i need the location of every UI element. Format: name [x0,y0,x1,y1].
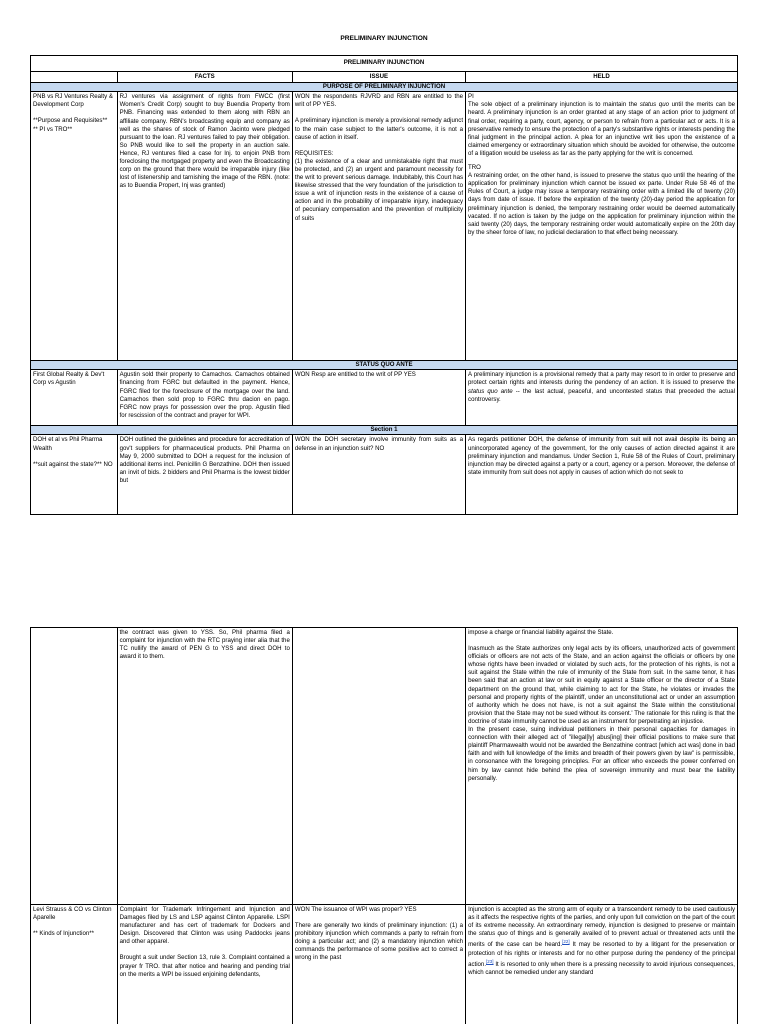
held-cell [466,905,738,1024]
digest-table-part2 [30,627,738,1024]
case-name-cell [31,628,118,905]
held-text: In the present case, suing individual petitioners in their personal capacities for damages in connection with their alleged act of "illegal[ly] abus[ing] their official positions to make sure that plaintiff Pharmawealth would not be awarded the Benzathine contract [which act was] done in bad faith and with full knowledge of the limits and breadth of their powers given by law" is permissible, in consonance with the foregoing principles. For an officer who exceeds the power conferred on him by law cannot hide behind the plea of sovereign immunity and must bear the liability personally. [468,726,735,782]
held-text: Injunction is accepted as the strong arm of equity or a transcendent remedy to be used cautiously as it affects the respective rights of the parties, and only upon full conviction on the part of the court of its extreme necessity. An extraordinary remedy, injunction is designed to preserve or maintain the status quo of things and is generally availed of to prevent actual or threatened acts until the merits of the case can be heard.[22] It may be resorted to by a litigant for the preservation or protection of his rights or interests and for no other purpose during the pendency of the principal action.[23] It is resorted to only when there is a pressing necessity to avoid injurious consequences, which cannot be remedied under any standard [468,906,735,976]
requisites-label: REQUISITES: [294,149,334,157]
case-name: Levi Strauss & CO vs Clinton Aparelle [33,906,112,922]
case-tag: **Purpose and Requisites** [33,117,108,125]
case-name: First Global Realty & Dev't Corp vs Agustin [33,371,105,387]
issue-text: WON The issuance of WPI was proper? YES [294,906,417,913]
section-heading: STATUS QUO ANTE [31,361,738,370]
held-text: The sole object of a preliminary injunction is to maintain the status quo until the merits can be heard. A preliminary injunction is an order granted at any stage of an action prior to judgment of final order, requiring a party, court, agency, or person to refrain from a particular act or acts. It is a preservative remedy to ensure the protection of a party's substantive rights or interests pending the final judgment in the principal action. A plea for an injunctive writ lies upon the existence of a claimed emergency or extraordinary situation which should be avoided for otherwise, the outcome of a litigation would be useless as far as the party applying for the writ is concerned. [468,101,735,157]
case-name: DOH et al vs Phil Pharma Wealth [33,436,103,452]
issue-text: WON the DOH secretary involve immunity from suits as a defense in an injunction suit? NO [294,436,464,452]
issue-cell [292,435,465,515]
held-cell [466,370,738,426]
issue-text: WON Resp are entitled to the writ of PP YES [294,371,416,379]
requisites-text: (1) the existence of a clear and unmistakable right that must be protected, and (2) an urgent and paramount necessity for the writ to prevent serious damage. Indubitably, this Court has likewise stressed that the very foundation of the jurisdiction to issue a writ of injunction rests in the existence of a cause of action and in the probability of irreparable injury, inadequacy of pecuniary compensation and the prevention of multiplicity of suits [294,157,464,222]
held-text: As regards petitioner DOH, the defense of immunity from suit will not avail despite its being an unincorporated agency of the government, for the only causes of action directed against it are preliminary injunction and mandamus. Under Section 1, Rule 58 of the Rules of Court, preliminary injunction may be directed against a party or a court, agency or a person. Moreover, the defense of state immunity from suit does not apply in causes of action which do not seek to [468,436,735,476]
facts-text: DOH outlined the guidelines and procedure for accreditation of gov't suppliers for pharmaceutical products. Phil Pharma on May 9, 2000 submitted to DOH a request for the inclusion of additional items incl. Penicillin G Benzathine. DOH then issued an invit of bids. 2 bidders and Phil Pharma is the lowest bidder but [119,436,290,484]
table-title-row [31,56,738,72]
case-name-cell [31,370,118,426]
section-heading: PURPOSE OF PRELIMINARY INJUNCTION [31,83,738,92]
facts-cell [117,905,292,1024]
table-row [31,628,738,905]
header-facts: FACTS [117,72,292,83]
held-cell [466,435,738,515]
held-label-tro: TRO [468,164,481,172]
case-name-cell [31,435,118,515]
held-text: A preliminary injunction is a provisional remedy that a party may resort to in order to preserve and protect certain rights and interests during the pendency of an action. It is issued to preserve the status quo ante -- the last actual, peaceful, and uncontested status that preceded the actual controversy. [468,371,736,403]
header-row [31,72,738,83]
document-title: PRELIMINARY INJUNCTION [340,35,428,42]
section-row-purpose [31,83,738,92]
held-cell [466,628,738,905]
facts-text: RJ ventures via assignment of rights from FWCC (first Women's Credit Corp) sought to buy Buendia Property from PNB. Financing was extended to them along with RBN an affiliate company. RBN's broadcasting equip and company as well as the shares of stock of Ramon Jacinto were pledged pursuant to the loan. RJ ventures failed to pay their obligation. So PNB would like to sell the property in an auction sale. Hence, RJ ventures filed a case for Inj. to enjoin PNB from foreclosing the mortgaged property and even the Broadcasting corp on the ground that there would be irreparable injury (like lost of listenership and tarnishing the image of the RBN. (note: as to Buendia Propert, Inj was granted) [119,93,290,190]
header-held: HELD [466,72,738,83]
digest-table-part1 [30,55,738,515]
facts-text: Agustin sold their property to Camachos. Camachos obtained financing from FGRC but defaulted in the payment. Hence, FGRC filed for the foreclosure of the mortgage over the land. Camachos then sold prop to FGRC thru dacion en pago. FGRC now prays for possession over the prop. Agustin filed for rescission of the contract and prayer for WPI. [119,371,290,419]
table-row [31,905,738,1024]
table-title: PRELIMINARY INJUNCTION [31,56,738,72]
case-tag: ** Kinds of Injunction** [33,930,94,938]
section-row-section1 [31,426,738,435]
held-label-pi: PI [468,93,474,101]
issue-cell [292,92,465,361]
facts-text: Complaint for Trademark Infringement and Injunction and Damages filed by LS and LSP against Clinton Apparelle. LSPI manufacturer and has cert of trademark for Dockers and Design. Discovered that Clinton was using Paddocks jeans and other apparel. [119,906,290,946]
table-row [31,92,738,361]
issue-note: There are generally two kinds of preliminary injunction: (1) a prohibitory injunction which commands a party to refrain from doing a particular act; and (2) a mandatory injunction which commands the performance of some positive act to correct a wrong in the past [294,922,464,962]
facts-cell [117,92,292,361]
table-row [31,370,738,426]
footnote-link[interactable]: [23] [486,958,494,964]
footnote-link[interactable]: [22] [562,939,570,945]
facts-text: Brought a suit under Section 13, rule 3. Complaint contained a prayer fr TRO. that after notice and hearing and pending trial on the merits a WPI be issued enjoining defendants, [119,954,290,978]
issue-cell [292,370,465,426]
issue-note: A preliminary injunction is merely a provisional remedy adjunct to the main case subject to the latter's outcome, it is not a cause of action in itself. [294,117,464,141]
header-issue: ISSUE [292,72,465,83]
facts-cell [117,435,292,515]
issue-cell [292,628,465,905]
facts-cell [117,370,292,426]
case-name-cell [31,92,118,361]
held-cell [466,92,738,361]
case-tag: ** PI vs TRO** [33,125,73,133]
table-row [31,435,738,515]
section-row-status-quo [31,361,738,370]
section-heading: Section 1 [31,426,738,435]
facts-cell [117,628,292,905]
issue-text: WON the respondents RJVRD and RBN are entitled to the writ of PP YES. [294,93,464,109]
facts-text: the contract was given to YSS. So, Phil pharma filed a complaint for injunction with the RTC praying inter alia that the TC nullify the award of PEN G to YSS and direct DOH to award it to them. [119,629,290,661]
case-name: PNB vs RJ Ventures Realty & Development Corp [33,93,113,109]
issue-cell [292,905,465,1024]
case-name-cell [31,905,118,1024]
held-text: A restraining order, on the other hand, is issued to preserve the status quo until the hearing of the application for preliminary injunction which cannot be issued ex parte. Under Rule 58 46 of the Rules of Court, a judge may issue a temporary restraining order with a limited life of twenty (20) days from date of issue. If before the expiration of the twenty (20)-day period the application for preliminary injunction is denied, the temporary restraining order would be deemed automatically vacated. If no action is taken by the judge on the application for preliminary injunction within the said twenty (20) days, the temporary restraining order would automatically expire on the 20th day by the sheer force of law, no judicial declaration to that effect being necessary. [468,172,735,236]
header-case [31,72,118,83]
held-text: impose a charge or financial liability against the State. [468,629,614,636]
case-tag: **suit against the state?** NO [33,460,113,468]
held-text: Inasmuch as the State authorizes only legal acts by its officers, unauthorized acts of government officials or officers are not acts of the State, and an action against the officials or officers by one whose rights have been invaded or violated by such acts, for the protection of his rights, is not a suit against the State within the rule of immunity of the State from suit. In the same tenor, it has been said that an action at law or suit in equity against a State officer or the director of a State department on the ground that, while claiming to act for the State, he violates or invades the personal and property rights of the plaintiff, under an unconstitutional act or under an assumption of authority which he does not have, is not a suit against the State within the constitutional provision that the State may not be sued without its consent.' The rationale for this ruling is that the doctrine of state immunity cannot be used as an instrument for perpetrating an injustice. [468,645,735,725]
